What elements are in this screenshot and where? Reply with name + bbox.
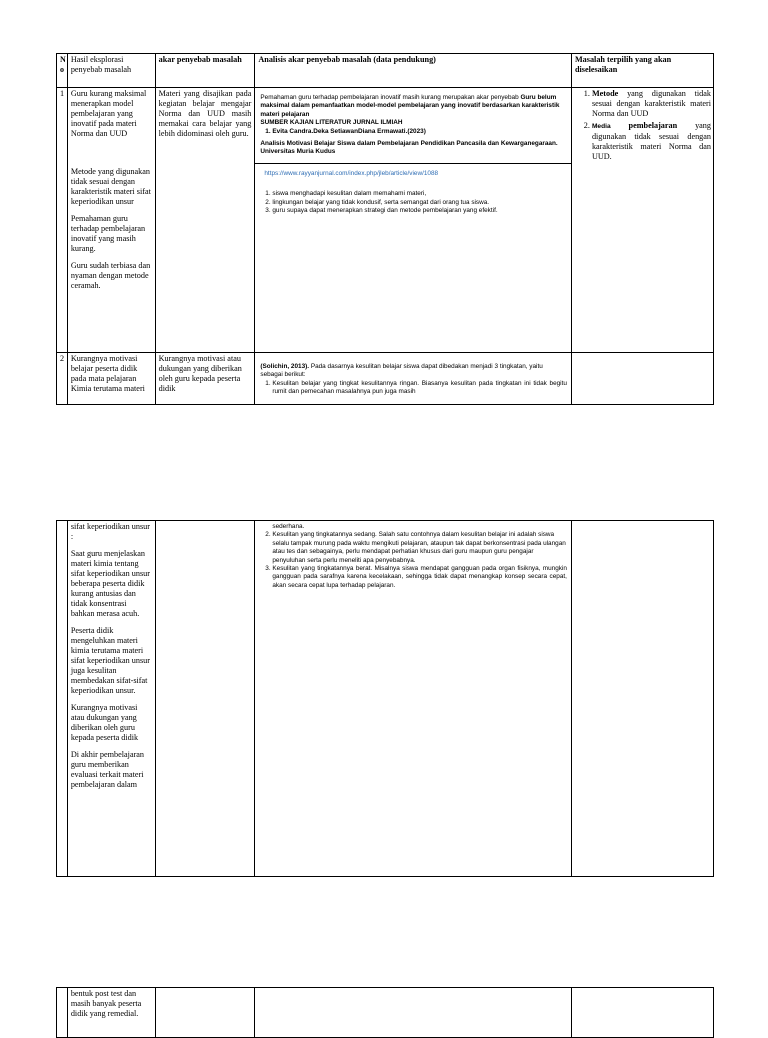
exploration-table-part-2	[56, 520, 714, 877]
exploration-table-part-1	[56, 53, 714, 405]
analisis2-intro: (Solichin, 2013). Pada dasarnya kesulitan belajar siswa dapat dibedakan menjadi 3 tingkatan, yaitu sebagai berikut:	[260, 363, 543, 379]
hasil-cont-5: Di akhir pembelajaran guru memberikan evaluasi terkait materi pembelajaran dalam	[70, 750, 145, 789]
journal-link[interactable]: https://www.rayyanjurnal.com/index.php/jleb/article/view/1088	[264, 169, 439, 177]
row1-analisis	[255, 88, 572, 353]
row1-hasil-3: Pemahaman guru terhadap pembelajaran inovatif yang masih kurang.	[70, 214, 146, 253]
masalah-item-2: 2. Media pembelajaran yang digunakan tidak sesuai dengan karakteristik materi Norma dan UUD.	[592, 121, 711, 162]
row2-analisis-top	[255, 353, 572, 405]
row2-akar-cont2	[155, 988, 255, 1038]
header-no: N o	[57, 54, 68, 88]
analisis-intro-bold: Guru belum maksimal dalam pemanfaatkan model-model pembelajaran yang inovatif berdasarkan karakteristik materi pelajaran	[260, 94, 560, 118]
row2-hasil-top: Kurangnya motivasi belajar peserta didik pada mata pelajaran Kimia terutama materi	[67, 353, 155, 405]
row2-masalah	[571, 353, 713, 405]
analisis-intro: Pemahaman guru terhadap pembelajaran inovatif masih kurang merupakan akar penyebab Guru belum maksimal dalam pemanfaatkan model-model pembelajaran yang inovatif berdasarkan karakteristik materi pelajaran	[260, 94, 560, 118]
analisis2-item-3: 3. Kesulitan yang tingkatannya berat. Misalnya siswa mendapat gangguan pada organ fisiknya, mungkin gangguan pada sarafnya karena kecelakaan, sehingga tidak dapat menangkap konsep secara cepat, akan secara cepat lupa terhadap pelajaran.	[272, 565, 567, 590]
row2-no: 2	[57, 353, 68, 405]
university: Universitas Muria Kudus	[260, 148, 336, 156]
journal-title: Analisis Motivasi Belajar Siswa dalam Pembelajaran Pendidikan Pancasila dan Kewarganegaraan. Universitas Muria Kudus	[260, 140, 558, 156]
row2-masalah-cont2	[571, 988, 713, 1038]
header-akar: akar penyebab masalah	[155, 54, 255, 88]
sumber-label: SUMBER KAJIAN LITERATUR JURNAL ILMIAH	[260, 119, 403, 127]
header-masalah: Masalah terpilih yang akan diselesaikan	[571, 54, 713, 88]
row2-no-cont	[57, 521, 68, 877]
row2-analisis-cont	[255, 521, 572, 877]
hasil-cont-3: Peserta didik mengeluhkan materi kimia terutama materi sifat keperiodikan unsur juga kesulitan membedakan sifat-sifat keperiodikan unsur.	[70, 626, 150, 695]
row1-hasil-4: Guru sudah terbiasa dan nyaman dengan metode ceramah.	[70, 261, 151, 290]
masalah-item-1: 1. Metode yang digunakan tidak sesuai dengan karakteristik materi Norma dan UUD	[592, 89, 711, 119]
row2-hasil-cont2: bentuk post test dan masih banyak peserta didik yang remedial.	[67, 988, 155, 1038]
row1-no: 1	[57, 88, 68, 353]
ref-author: 1. Evita Candra.Deka SetiawanDiana Ermawati.(2023)	[272, 128, 567, 136]
row1-masalah	[571, 88, 713, 353]
analisis2-item-1: 1. Kesulitan belajar yang tingkat kesulitannya ringan. Biasanya kesulitan pada tingkatan ini tidak begitu rumit dan pemecahan masalahnya pun juga masih	[272, 380, 567, 397]
row2-akar: Kurangnya motivasi atau dukungan yang diberikan oleh guru kepada peserta didik	[155, 353, 255, 405]
row2-analisis-cont2	[255, 988, 572, 1038]
header-analisis: Analisis akar penyebab masalah (data pendukung)	[255, 54, 572, 88]
analisis2-item1-cont: sederhana.	[272, 523, 305, 530]
analisis2-item-2: 2. Kesulitan yang tingkatannya sedang. Salah satu contohnya dalam kesulitan belajar ini adalah siswa selalu tampak murung pada waktu mengikuti pelajaran, ataupun tak dapat berkonsentrasi pada ulangan atau tes dan sebagainya, perlu mendapat perhatian khusus dari guru maupun guru pengajar penyuluhan serta perlu meneliti apa penyebabnya.	[272, 531, 567, 565]
hasil-cont-2: Saat guru menjelaskan materi kimia tentang sifat keperiodikan unsur beberapa peserta didik kurang antusias dan tidak konsentrasi bahkan merasa acuh.	[70, 549, 150, 618]
row1-hasil-1: Guru kurang maksimal menerapkan model pembelajaran yang inovatif pada materi Norma dan UUD	[70, 89, 147, 138]
hasil-cont-1: sifat keperiodikan unsur :	[70, 522, 150, 541]
row1-hasil	[67, 88, 155, 353]
header-hasil: Hasil eksplorasi penyebab masalah	[67, 54, 155, 88]
analisis-point: 1. siswa menghadapi kesulitan dalam memahami materi,	[272, 190, 567, 198]
hasil-cont-4: Kurangnya motivasi atau dukungan yang diberikan oleh guru kepada peserta didik	[70, 703, 139, 742]
analisis-point: 3. guru supaya dapat menerapkan strategi dan metode pembelajaran yang efektif.	[272, 207, 567, 215]
analisis-points	[260, 190, 567, 215]
row1-hasil-2: Metode yang digunakan tidak sesuai dengan karakteristik materi sifat keperiodikan unsur	[70, 167, 151, 206]
row1-akar: Materi yang disajikan pada kegiatan belajar mengajar Norma dan UUD masih memakai cara belajar yang lebih didominasi oleh guru.	[155, 88, 255, 353]
row2-hasil-cont	[67, 521, 155, 877]
exploration-table-part-3	[56, 987, 714, 1038]
row2-akar-cont	[155, 521, 255, 877]
row2-no-cont2	[57, 988, 68, 1038]
row2-masalah-cont	[571, 521, 713, 877]
analisis-point: 2. lingkungan belajar yang tidak kondusif, serta semangat dari orang tua siswa.	[272, 199, 567, 207]
